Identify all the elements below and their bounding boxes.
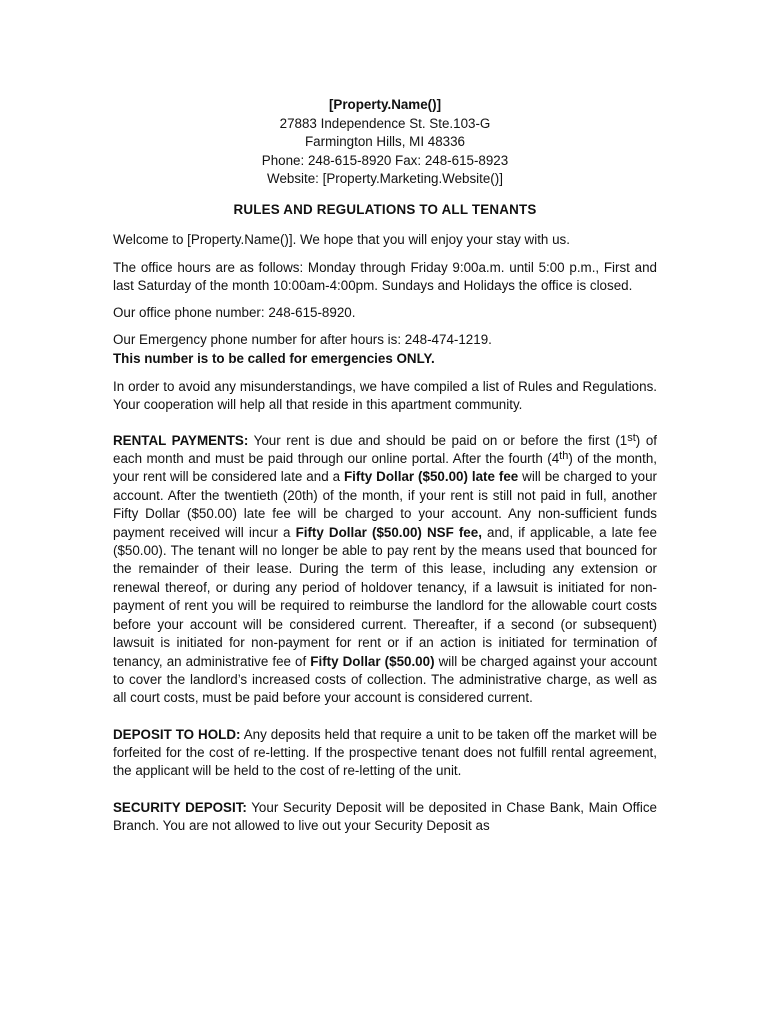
rental-payments-text-2: ) of each month and must be paid through our online portal. After the fourth (4 [113,432,658,467]
superscript-st: st [627,431,636,444]
rental-payments-text-6: will be charged against your account to cover the landlord’s increased costs of collection. The administrative charge, as well as all court costs, must be paid before your account is considered current. [113,653,658,706]
deposit-to-hold-heading: DEPOSIT TO HOLD: [113,726,241,742]
deposit-to-hold-text: Any deposits held that require a unit to be taken off the market will be forfeited for the cost of re-letting. If the prospective tenant does not fulfill rental agreement, the applicant will be held to the cost of re-letting of the unit. [113,726,657,779]
deposit-to-hold-section [113,726,657,781]
security-deposit-section [113,799,657,836]
document-title: RULES AND REGULATIONS TO ALL TENANTS [233,201,537,217]
nsf-fee-bold: Fifty Dollar ($50.00) NSF fee, [295,524,482,540]
emergency-only-note: This number is to be called for emergencies ONLY. [113,350,435,366]
rental-payments-text-1: Your rent is due and should be paid on or before the first (1 [248,432,628,448]
phone-fax-line: Phone: 248-615-8920 Fax: 248-615-8923 [261,152,509,168]
rental-payments-text-3: ) of the month, your rent will be considered late and a [113,451,657,485]
security-deposit-heading: SECURITY DEPOSIT: [113,799,247,815]
superscript-th: th [559,450,569,463]
emergency-phone-line: Our Emergency phone number for after hours is: 248-474-1219. [113,332,492,348]
welcome-paragraph: Welcome to [Property.Name()]. We hope that you will enjoy your stay with us. [113,232,570,248]
office-hours-paragraph: The office hours are as follows: Monday through Friday 9:00a.m. until 5:00 p.m., First and last Saturday of the month 10:00am-4:00pm. Sundays and Holidays the office is closed. [113,259,657,293]
address-line-2: Farmington Hills, MI 48336 [304,134,465,150]
rental-payments-text-4: will be charged to your account. After the twentieth (20th) of the month, if your rent is still not paid in full, another Fifty Dollar ($50.00) late fee will be charged to your account. Any non-sufficient funds payment received will incur a [113,469,657,540]
document-page [113,96,657,835]
rental-payments-heading: RENTAL PAYMENTS: [113,432,249,448]
address-line-1: 27883 Independence St. Ste.103-G [279,115,491,131]
security-deposit-text: Your Security Deposit will be deposited in Chase Bank, Main Office Branch. You are not allowed to live out your Security Deposit as [113,799,657,833]
rental-payments-section [113,432,657,708]
late-fee-bold: Fifty Dollar ($50.00) late fee [343,469,519,485]
letterhead [113,96,657,189]
rental-payments-text-5: and, if applicable, a late fee ($50.00). The tenant will no longer be able to pay rent by the means used that bounced for the remainder of their lease. During the term of this lease, including any extension or renewal thereof, or during any period of holdover tenancy, if a lawsuit is initiated for non-payment of rent you will be required to reimburse the landlord for the allowable court costs before your account will be considered current. Thereafter, if a second (or subsequent) lawsuit is initiated for non-payment for rent or if an action is initiated for termination of tenancy, an administrative fee of [113,524,657,669]
admin-fee-bold: Fifty Dollar ($50.00) [310,653,435,669]
intro-paragraph: In order to avoid any misunderstandings, we have compiled a list of Rules and Regulations. Your cooperation will help all that reside in this apartment community. [113,379,657,413]
office-phone-paragraph: Our office phone number: 248-615-8920. [113,305,356,321]
emergency-paragraph [113,331,657,368]
property-name: [Property.Name()] [328,97,442,112]
website-line: Website: [Property.Marketing.Website()] [267,171,503,187]
